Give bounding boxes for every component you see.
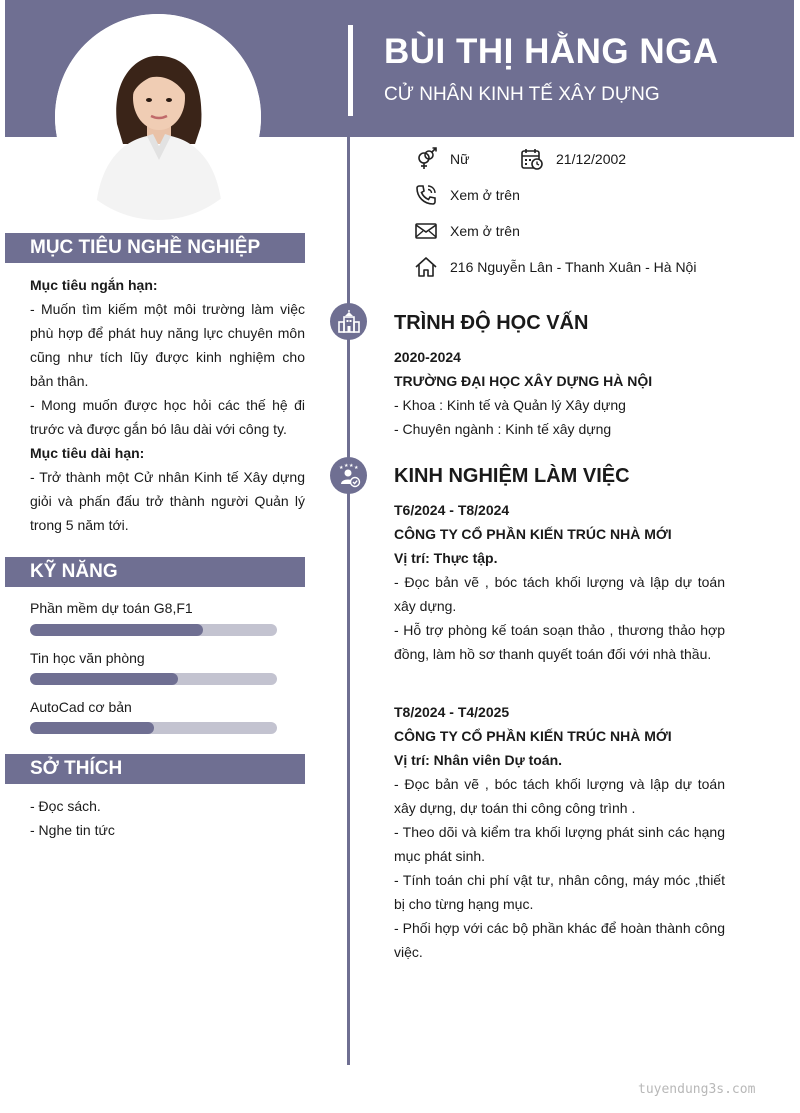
contact-birthdate [520, 147, 626, 171]
job-period: T6/2024 - T8/2024 [394, 502, 510, 518]
job-company: CÔNG TY CỔ PHẦN KIẾN TRÚC NHÀ MỚI [394, 526, 672, 542]
job-task: - Phối hợp với các bộ phần khác để hoàn thành công việc. [394, 920, 725, 960]
experience-icon [330, 457, 367, 494]
birthdate-value: 21/12/2002 [556, 151, 627, 167]
gender-value: Nữ [450, 151, 470, 167]
short-term-goal-1: - Muốn tìm kiếm một môi trường làm việc phù hợp để phát huy năng lực chuyên môn cũng như tích lũy được kinh nghiệm cho bản thân. [30, 301, 305, 389]
objective-heading: MỤC TIÊU NGHỀ NGHIỆP [5, 233, 305, 263]
objective-body [30, 273, 305, 537]
contact-phone [414, 183, 520, 207]
hobby-item: - Đọc sách. [30, 798, 101, 814]
education-faculty: - Khoa : Kinh tế và Quản lý Xây dựng [394, 397, 626, 413]
skill-bar [30, 673, 277, 685]
skill-label: Phần mềm dự toán G8,F1 [30, 600, 193, 616]
phone-value: Xem ở trên [450, 187, 520, 203]
svg-text:★: ★ [348, 462, 353, 469]
home-icon [414, 255, 438, 279]
hobbies-heading: SỞ THÍCH [5, 754, 305, 784]
job-position: Vị trí: Nhân viên Dự toán. [394, 752, 563, 768]
contact-address [414, 255, 696, 279]
svg-text:★: ★ [338, 464, 343, 471]
name-divider [348, 25, 353, 116]
timeline-line [347, 137, 350, 1065]
skill-bar [30, 624, 277, 636]
address-value: 216 Nguyễn Lân - Thanh Xuân - Hà Nội [450, 259, 697, 275]
short-term-label: Mục tiêu ngắn hạn: [30, 277, 158, 293]
experience-heading: KINH NGHIỆM LÀM VIỆC [394, 465, 630, 487]
skill-bar-fill [30, 624, 203, 636]
school-name: TRƯỜNG ĐẠI HỌC XÂY DỰNG HÀ NỘI [394, 373, 653, 389]
watermark: tuyendung3s.com [638, 1082, 756, 1097]
phone-icon [414, 183, 438, 207]
education-major: - Chuyên ngành : Kinh tế xây dựng [394, 421, 612, 437]
skill-bar-fill [30, 673, 178, 685]
long-term-goal-1: - Trở thành một Cử nhân Kinh tế Xây dựng giỏi và phấn đấu trở thành người Quản lý trong 5 năm tới. [30, 469, 305, 533]
email-value: Xem ở trên [450, 223, 520, 239]
profile-photo [55, 14, 261, 220]
avatar-illustration [55, 14, 261, 220]
contact-gender [414, 147, 469, 171]
job-company: CÔNG TY CỔ PHẦN KIẾN TRÚC NHÀ MỚI [394, 728, 672, 744]
school-icon [330, 303, 367, 340]
candidate-title: CỬ NHÂN KINH TẾ XÂY DỰNG [384, 84, 660, 105]
envelope-icon [414, 219, 438, 243]
job-position: Vị trí: Thực tập. [394, 550, 498, 566]
contact-email [414, 219, 520, 243]
skill-bar [30, 722, 277, 734]
short-term-goal-2: - Mong muốn được học hỏi các thế hệ đi trước và được gắn bó lâu dài với công ty. [30, 397, 305, 437]
education-period: 2020-2024 [394, 349, 461, 365]
job-task: - Đọc bản vẽ , bóc tách khối lượng và lập dự toán xây dựng. [394, 574, 725, 614]
job-task: - Đọc bản vẽ , bóc tách khối lượng và lập dự toán xây dựng, dự toán thi công công trình . [394, 776, 725, 816]
svg-text:★: ★ [343, 462, 348, 469]
skill-bar-fill [30, 722, 154, 734]
hobby-item: - Nghe tin tức [30, 822, 115, 838]
job-task: - Tính toán chi phí vật tư, nhân công, máy móc ,thiết bị cho từng hạng mục. [394, 872, 725, 912]
skills-heading: KỸ NĂNG [5, 557, 305, 587]
skill-label: Tin học văn phòng [30, 650, 145, 666]
svg-text:★: ★ [353, 464, 358, 471]
gender-icon [414, 147, 438, 171]
job-task: - Hỗ trợ phòng kế toán soạn thảo , thương thảo hợp đồng, làm hồ sơ thanh quyết toán đối với nhà thầu. [394, 622, 725, 662]
candidate-name: BÙI THỊ HẰNG NGA [384, 32, 719, 71]
job-period: T8/2024 - T4/2025 [394, 704, 510, 720]
long-term-label: Mục tiêu dài hạn: [30, 445, 145, 461]
calendar-icon [520, 147, 544, 171]
education-heading: TRÌNH ĐỘ HỌC VẤN [394, 312, 589, 334]
skill-label: AutoCad cơ bản [30, 699, 132, 715]
job-task: - Theo dõi và kiểm tra khối lượng phát sinh các hạng mục phát sinh. [394, 824, 725, 864]
